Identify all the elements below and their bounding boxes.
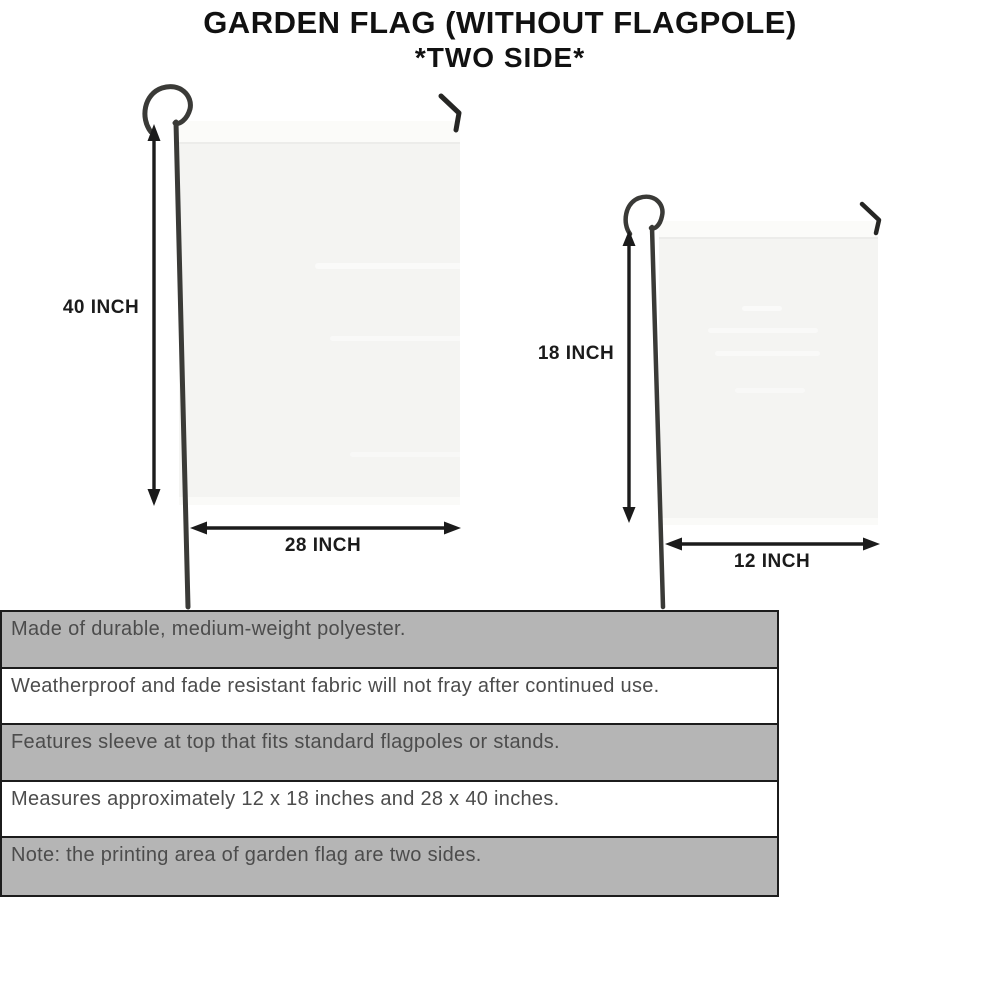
spec-row (2, 669, 777, 726)
spec-row (2, 725, 777, 782)
spec-row (2, 782, 777, 839)
large-flag-sleeve-seam (179, 142, 460, 144)
large-flag-assembly (145, 87, 545, 607)
spec-row-text: Features sleeve at top that fits standard flagpoles or stands. (11, 731, 560, 754)
small-flag-wrinkle (708, 328, 818, 333)
spec-row-text: Measures approximately 12 x 18 inches and 28 x 40 inches. (11, 787, 560, 810)
spec-row-text: Note: the printing area of garden flag are two sides. (11, 844, 482, 867)
small-flag-sleeve (659, 221, 878, 238)
small-flag-width-label: 12 INCH (733, 551, 811, 572)
large-flag-width-label: 28 INCH (284, 535, 362, 556)
width-arrow-large (190, 522, 461, 535)
title-line-1: GARDEN FLAG (WITHOUT FLAGPOLE) (203, 5, 797, 40)
small-flag-wrinkle (742, 306, 782, 311)
spec-row (2, 838, 777, 895)
title-line-2: *TWO SIDE* (414, 42, 586, 73)
large-flag-wrinkle (330, 336, 510, 341)
large-flag-wrinkle (315, 263, 545, 269)
height-arrow-large (148, 124, 161, 506)
small-flag-hem (659, 518, 878, 525)
spec-row (2, 612, 777, 669)
small-flag-wrinkle (735, 388, 805, 393)
small-flag-height-label: 18 INCH (537, 343, 615, 364)
spec-row-text: Made of durable, medium-weight polyester. (11, 618, 406, 640)
small-flag-wrinkle (715, 351, 820, 356)
large-flag-wrinkle (350, 452, 515, 457)
small-flag (659, 221, 878, 525)
small-flagpole-loop (626, 197, 663, 234)
width-arrow-small (665, 538, 880, 551)
large-flag-height-label: 40 INCH (62, 297, 140, 318)
height-arrow-small (623, 230, 636, 523)
large-flag-sleeve (179, 121, 460, 143)
spec-row-text: Weatherproof and fade resistant fabric will not fray after continued use. (11, 674, 660, 697)
large-flag-hem (179, 497, 460, 505)
spec-table (0, 610, 779, 897)
small-flag-sleeve-seam (659, 237, 878, 239)
small-flag-assembly (623, 197, 881, 607)
large-flag (179, 121, 460, 505)
